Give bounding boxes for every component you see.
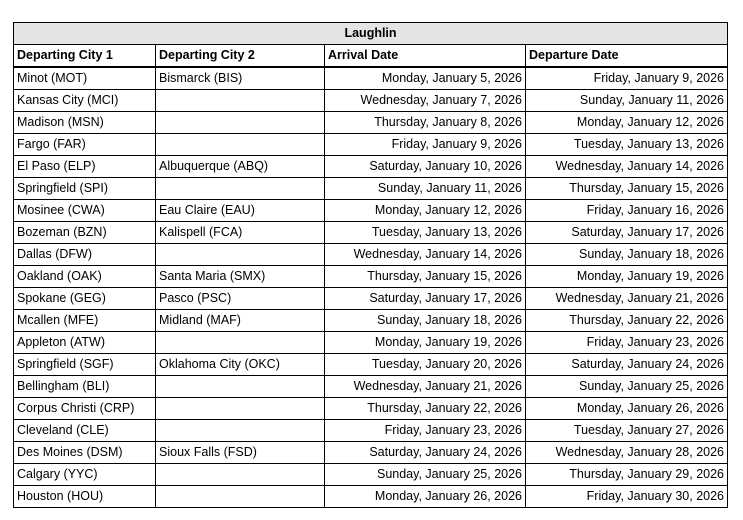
departing-city-2-cell[interactable] [156, 464, 325, 486]
departing-city-1-cell[interactable]: Mcallen (MFE) [14, 310, 156, 332]
title-row [14, 23, 728, 45]
arrival-date-cell[interactable]: Sunday, January 11, 2026 [325, 178, 526, 200]
departing-city-1-cell[interactable]: Kansas City (MCI) [14, 90, 156, 112]
arrival-date-cell[interactable]: Thursday, January 22, 2026 [325, 398, 526, 420]
arrival-date-cell[interactable]: Saturday, January 10, 2026 [325, 156, 526, 178]
departing-city-1-cell[interactable]: Mosinee (CWA) [14, 200, 156, 222]
departing-city-2-cell[interactable]: Kalispell (FCA) [156, 222, 325, 244]
departure-date-cell[interactable]: Wednesday, January 14, 2026 [526, 156, 728, 178]
departing-city-2-cell[interactable] [156, 332, 325, 354]
arrival-date-cell[interactable]: Friday, January 23, 2026 [325, 420, 526, 442]
arrival-date-cell[interactable]: Thursday, January 15, 2026 [325, 266, 526, 288]
table-row [14, 442, 728, 464]
table-row [14, 134, 728, 156]
table-row [14, 90, 728, 112]
arrival-date-cell[interactable]: Thursday, January 8, 2026 [325, 112, 526, 134]
table-row [14, 354, 728, 376]
arrival-date-cell[interactable]: Monday, January 19, 2026 [325, 332, 526, 354]
departing-city-2-cell[interactable] [156, 486, 325, 508]
table-row [14, 398, 728, 420]
departure-date-cell[interactable]: Monday, January 26, 2026 [526, 398, 728, 420]
arrival-date-cell[interactable]: Wednesday, January 7, 2026 [325, 90, 526, 112]
table-row [14, 332, 728, 354]
departing-city-2-cell[interactable] [156, 420, 325, 442]
arrival-date-cell[interactable]: Friday, January 9, 2026 [325, 134, 526, 156]
departing-city-2-cell[interactable] [156, 90, 325, 112]
departing-city-1-cell[interactable]: Appleton (ATW) [14, 332, 156, 354]
departure-date-cell[interactable]: Friday, January 9, 2026 [526, 67, 728, 90]
departing-city-2-cell[interactable]: Pasco (PSC) [156, 288, 325, 310]
departing-city-2-cell[interactable]: Albuquerque (ABQ) [156, 156, 325, 178]
arrival-date-cell[interactable]: Saturday, January 17, 2026 [325, 288, 526, 310]
departure-date-cell[interactable]: Saturday, January 24, 2026 [526, 354, 728, 376]
departure-date-cell[interactable]: Wednesday, January 21, 2026 [526, 288, 728, 310]
departing-city-2-cell[interactable] [156, 112, 325, 134]
table-row [14, 266, 728, 288]
arrival-date-cell[interactable]: Wednesday, January 14, 2026 [325, 244, 526, 266]
departing-city-2-cell[interactable] [156, 376, 325, 398]
departing-city-2-cell[interactable]: Santa Maria (SMX) [156, 266, 325, 288]
schedule-table [13, 22, 728, 508]
schedule-sheet [13, 22, 727, 508]
departing-city-2-cell[interactable] [156, 134, 325, 156]
departure-date-cell[interactable]: Friday, January 30, 2026 [526, 486, 728, 508]
departing-city-2-cell[interactable]: Sioux Falls (FSD) [156, 442, 325, 464]
departure-date-cell[interactable]: Thursday, January 29, 2026 [526, 464, 728, 486]
departing-city-1-cell[interactable]: Springfield (SGF) [14, 354, 156, 376]
table-row [14, 486, 728, 508]
departing-city-2-cell[interactable]: Oklahoma City (OKC) [156, 354, 325, 376]
arrival-date-cell[interactable]: Monday, January 5, 2026 [325, 67, 526, 90]
table-row [14, 178, 728, 200]
departing-city-1-cell[interactable]: Madison (MSN) [14, 112, 156, 134]
departing-city-2-cell[interactable]: Midland (MAF) [156, 310, 325, 332]
table-row [14, 112, 728, 134]
departing-city-2-cell[interactable]: Eau Claire (EAU) [156, 200, 325, 222]
table-row [14, 464, 728, 486]
departing-city-2-cell[interactable]: Bismarck (BIS) [156, 67, 325, 90]
departure-date-cell[interactable]: Thursday, January 22, 2026 [526, 310, 728, 332]
departing-city-1-cell[interactable]: Des Moines (DSM) [14, 442, 156, 464]
header-row [14, 45, 728, 68]
arrival-date-cell[interactable]: Monday, January 12, 2026 [325, 200, 526, 222]
departing-city-1-cell[interactable]: Bozeman (BZN) [14, 222, 156, 244]
departure-date-cell[interactable]: Tuesday, January 27, 2026 [526, 420, 728, 442]
departure-date-cell[interactable]: Tuesday, January 13, 2026 [526, 134, 728, 156]
arrival-date-cell[interactable]: Wednesday, January 21, 2026 [325, 376, 526, 398]
departing-city-2-cell[interactable] [156, 398, 325, 420]
departing-city-1-cell[interactable]: Minot (MOT) [14, 67, 156, 90]
table-row [14, 200, 728, 222]
header-departing-city-1: Departing City 1 [14, 45, 156, 68]
table-row [14, 376, 728, 398]
arrival-date-cell[interactable]: Saturday, January 24, 2026 [325, 442, 526, 464]
arrival-date-cell[interactable]: Tuesday, January 20, 2026 [325, 354, 526, 376]
table-row [14, 420, 728, 442]
table-title: Laughlin [14, 23, 728, 45]
header-departure-date: Departure Date [526, 45, 728, 68]
table-row [14, 244, 728, 266]
table-row [14, 222, 728, 244]
table-row [14, 156, 728, 178]
departing-city-2-cell[interactable] [156, 178, 325, 200]
departure-date-cell[interactable]: Monday, January 12, 2026 [526, 112, 728, 134]
departure-date-cell[interactable]: Thursday, January 15, 2026 [526, 178, 728, 200]
departure-date-cell[interactable]: Sunday, January 18, 2026 [526, 244, 728, 266]
arrival-date-cell[interactable]: Tuesday, January 13, 2026 [325, 222, 526, 244]
departure-date-cell[interactable]: Friday, January 16, 2026 [526, 200, 728, 222]
header-arrival-date: Arrival Date [325, 45, 526, 68]
table-row [14, 310, 728, 332]
departing-city-1-cell[interactable]: Bellingham (BLI) [14, 376, 156, 398]
departing-city-1-cell[interactable]: Oakland (OAK) [14, 266, 156, 288]
departing-city-1-cell[interactable]: Fargo (FAR) [14, 134, 156, 156]
table-row [14, 67, 728, 90]
departure-date-cell[interactable]: Monday, January 19, 2026 [526, 266, 728, 288]
arrival-date-cell[interactable]: Monday, January 26, 2026 [325, 486, 526, 508]
departing-city-1-cell[interactable]: Calgary (YYC) [14, 464, 156, 486]
departing-city-1-cell[interactable]: Dallas (DFW) [14, 244, 156, 266]
departure-date-cell[interactable]: Saturday, January 17, 2026 [526, 222, 728, 244]
departing-city-2-cell[interactable] [156, 244, 325, 266]
departure-date-cell[interactable]: Friday, January 23, 2026 [526, 332, 728, 354]
departing-city-1-cell[interactable]: Houston (HOU) [14, 486, 156, 508]
departure-date-cell[interactable]: Sunday, January 25, 2026 [526, 376, 728, 398]
departing-city-1-cell[interactable]: Corpus Christi (CRP) [14, 398, 156, 420]
departure-date-cell[interactable]: Sunday, January 11, 2026 [526, 90, 728, 112]
arrival-date-cell[interactable]: Sunday, January 25, 2026 [325, 464, 526, 486]
arrival-date-cell[interactable]: Sunday, January 18, 2026 [325, 310, 526, 332]
departing-city-1-cell[interactable]: Cleveland (CLE) [14, 420, 156, 442]
departing-city-1-cell[interactable]: El Paso (ELP) [14, 156, 156, 178]
departing-city-1-cell[interactable]: Springfield (SPI) [14, 178, 156, 200]
departure-date-cell[interactable]: Wednesday, January 28, 2026 [526, 442, 728, 464]
departing-city-1-cell[interactable]: Spokane (GEG) [14, 288, 156, 310]
header-departing-city-2: Departing City 2 [156, 45, 325, 68]
table-row [14, 288, 728, 310]
